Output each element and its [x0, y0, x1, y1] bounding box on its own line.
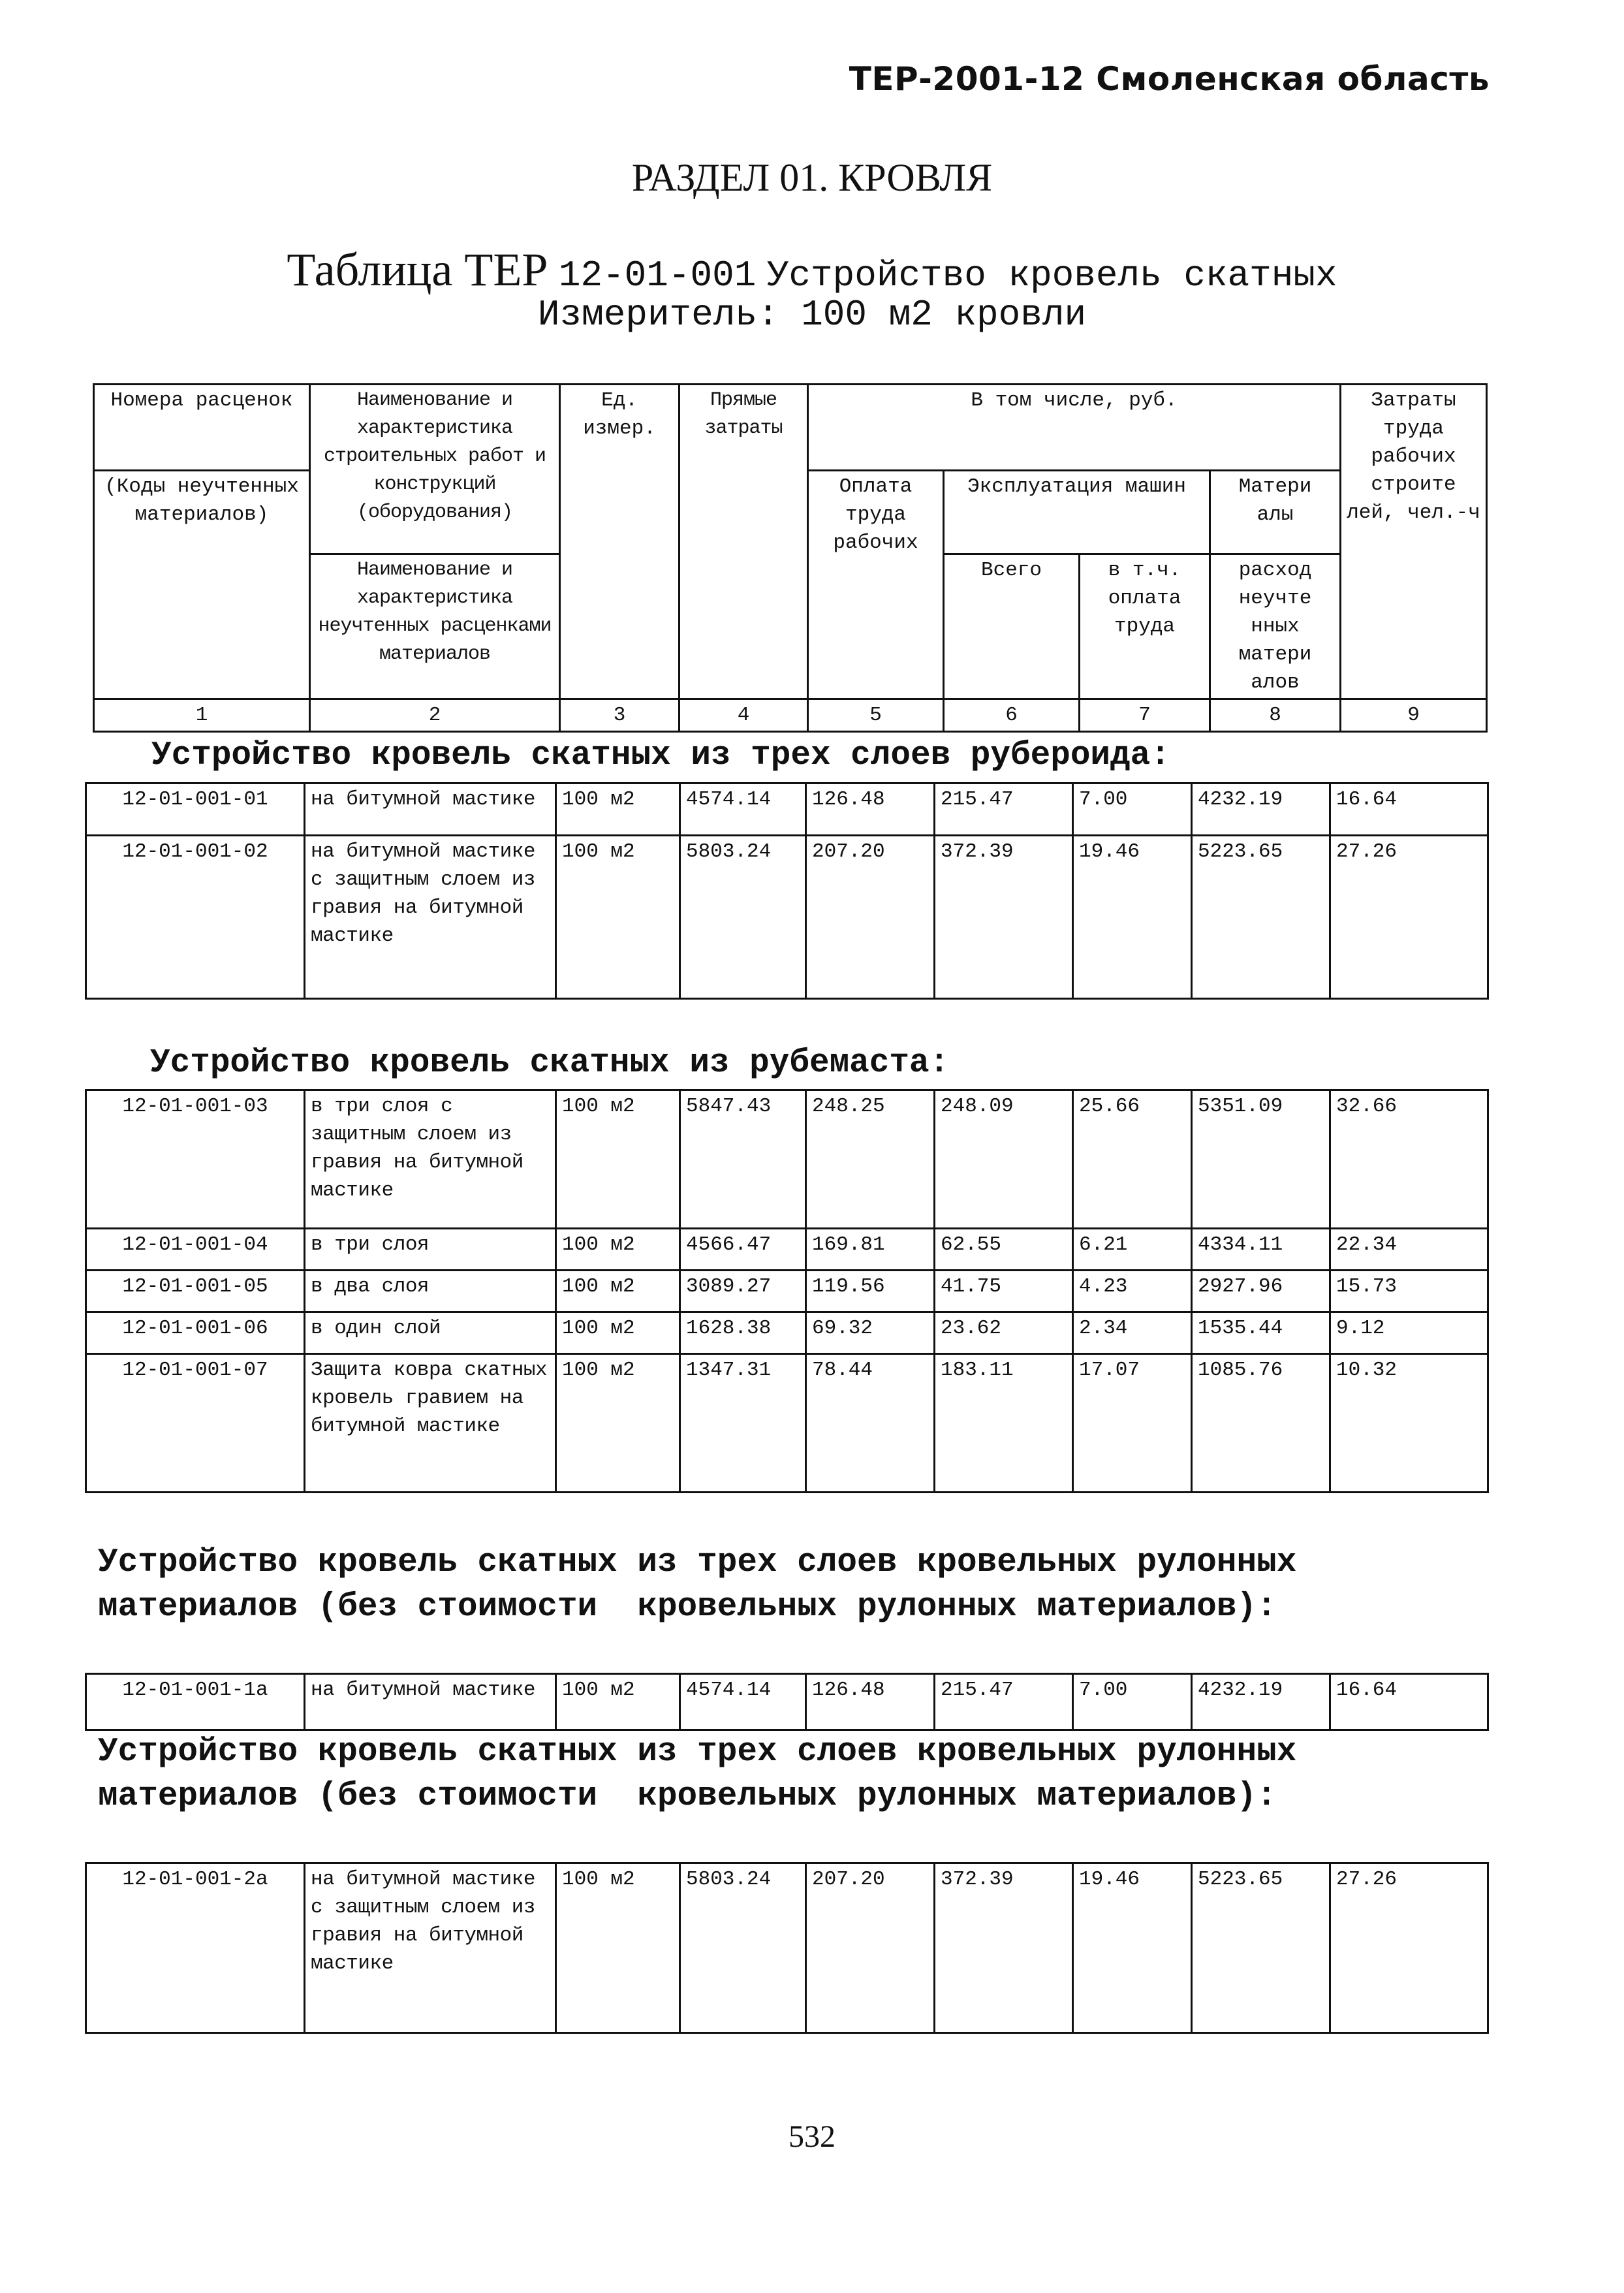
rate-machines-pay: 7.00 [1073, 783, 1192, 836]
rate-unit: 100 м2 [556, 1354, 680, 1493]
rate-name: в два слоя [305, 1271, 556, 1312]
rate-machines-pay: 6.21 [1073, 1229, 1192, 1271]
rate-materials: 5223.65 [1192, 836, 1330, 999]
table-title-name: Устройство кровель скатных [766, 255, 1337, 296]
rate-unit: 100 м2 [556, 1090, 680, 1229]
rate-labor: 69.32 [806, 1312, 935, 1354]
table-title-code: 12-01-001 [558, 255, 757, 296]
header-labor-costs: Затраты труда рабочих строите лей, чел.-ч [1341, 385, 1487, 699]
rate-hours: 32.66 [1330, 1090, 1488, 1229]
rate-name: на битумной мастике с защитным слоем из гравия на битумной мастике [305, 1863, 556, 2033]
header-material-name: Наименование и характеристика неучтенных расценками материалов [310, 554, 560, 699]
rate-unit: 100 м2 [556, 1229, 680, 1271]
rate-materials: 5223.65 [1192, 1863, 1330, 2033]
rate-direct: 1347.31 [680, 1354, 806, 1493]
rate-code: 12-01-001-07 [86, 1354, 305, 1493]
rate-unit: 100 м2 [556, 783, 680, 836]
header-number: 1 [94, 699, 310, 732]
rate-materials: 2927.96 [1192, 1271, 1330, 1312]
rate-materials: 4232.19 [1192, 1674, 1330, 1730]
rate-labor: 207.20 [806, 836, 935, 999]
rate-name: в один слой [305, 1312, 556, 1354]
rate-labor: 126.48 [806, 783, 935, 836]
rate-labor: 248.25 [806, 1090, 935, 1229]
rate-materials: 4334.11 [1192, 1229, 1330, 1271]
rate-code: 12-01-001-01 [86, 783, 305, 836]
section-title: РАЗДЕЛ 01. КРОВЛЯ [631, 156, 993, 199]
header-materials: Матери алы [1210, 471, 1341, 554]
table-row [86, 1229, 1488, 1271]
rate-machines: 248.09 [935, 1090, 1073, 1229]
table-row [86, 1090, 1488, 1229]
header-number: 7 [1080, 699, 1210, 732]
rate-name: на битумной мастике [305, 783, 556, 836]
rates-table [85, 1673, 1489, 1731]
header-number: 5 [808, 699, 944, 732]
header-direct-costs: Прямые затраты [679, 385, 808, 699]
rate-materials: 5351.09 [1192, 1090, 1330, 1229]
rate-unit: 100 м2 [556, 1674, 680, 1730]
rate-machines-pay: 7.00 [1073, 1674, 1192, 1730]
header-number: 8 [1210, 699, 1341, 732]
header-machines-incl-pay: в т.ч. оплата труда [1080, 554, 1210, 699]
header-work-name: Наименование и характеристика строительных работ и конструкций (оборудования) [310, 385, 560, 554]
rate-direct: 4574.14 [680, 1674, 806, 1730]
rates-table [85, 782, 1489, 1000]
header-unit: Ед. измер. [560, 385, 679, 699]
rate-hours: 15.73 [1330, 1271, 1488, 1312]
header-machines-total: Всего [944, 554, 1080, 699]
rate-code: 12-01-001-06 [86, 1312, 305, 1354]
rate-machines-pay: 4.23 [1073, 1271, 1192, 1312]
rate-machines: 215.47 [935, 783, 1073, 836]
document-header: ТЕР-2001-12 Смоленская область [849, 60, 1490, 98]
rate-name: Защита ковра скатных кровель гравием на битумной мастике [305, 1354, 556, 1493]
rate-code: 12-01-001-02 [86, 836, 305, 999]
table-title-prefix: Таблица ТЕР [287, 244, 548, 296]
rate-code: 12-01-001-05 [86, 1271, 305, 1312]
rate-direct: 3089.27 [680, 1271, 806, 1312]
rate-machines-pay: 19.46 [1073, 1863, 1192, 2033]
rate-labor: 119.56 [806, 1271, 935, 1312]
rate-materials: 4232.19 [1192, 783, 1330, 836]
measure-value: 100 м2 кровли [801, 294, 1087, 336]
rate-code: 12-01-001-03 [86, 1090, 305, 1229]
header-unaccounted: расход неучте нных матери алов [1210, 554, 1341, 699]
rate-name: на битумной мастике [305, 1674, 556, 1730]
rate-hours: 9.12 [1330, 1312, 1488, 1354]
rate-name: в три слоя с защитным слоем из гравия на битумной мастике [305, 1090, 556, 1229]
header-machines: Эксплуатация машин [944, 471, 1210, 554]
rate-machines: 41.75 [935, 1271, 1073, 1312]
rate-direct: 4574.14 [680, 783, 806, 836]
measure-line [0, 294, 1624, 336]
table-row [86, 1863, 1488, 2033]
rate-name: в три слоя [305, 1229, 556, 1271]
rate-hours: 27.26 [1330, 1863, 1488, 2033]
rate-machines-pay: 17.07 [1073, 1354, 1192, 1493]
header-labor-pay: Оплата труда рабочих [808, 471, 944, 699]
rate-code: 12-01-001-2а [86, 1863, 305, 2033]
rate-unit: 100 м2 [556, 1312, 680, 1354]
rate-hours: 10.32 [1330, 1354, 1488, 1493]
header-number: 9 [1341, 699, 1487, 732]
rate-labor: 126.48 [806, 1674, 935, 1730]
rate-hours: 27.26 [1330, 836, 1488, 999]
header-number: 2 [310, 699, 560, 732]
table-row [86, 1271, 1488, 1312]
table-row [86, 1354, 1488, 1493]
rate-direct: 1628.38 [680, 1312, 806, 1354]
table-row [86, 1674, 1488, 1730]
rate-machines-pay: 19.46 [1073, 836, 1192, 999]
section-caption: Устройство кровель скатных из трех слоев кровельных рулонных материалов (без стоимости кровельных рулонных материалов): [98, 1544, 1317, 1626]
rate-unit: 100 м2 [556, 1271, 680, 1312]
rate-materials: 1085.76 [1192, 1354, 1330, 1493]
rate-unit: 100 м2 [556, 836, 680, 999]
rate-materials: 1535.44 [1192, 1312, 1330, 1354]
rate-hours: 16.64 [1330, 783, 1488, 836]
table-title [0, 243, 1624, 297]
column-header-table [93, 383, 1488, 733]
header-number: 6 [944, 699, 1080, 732]
rate-hours: 22.34 [1330, 1229, 1488, 1271]
rate-direct: 5803.24 [680, 836, 806, 999]
rate-machines: 372.39 [935, 836, 1073, 999]
rate-machines: 372.39 [935, 1863, 1073, 2033]
rates-table [85, 1089, 1489, 1493]
rate-labor: 78.44 [806, 1354, 935, 1493]
rate-direct: 5803.24 [680, 1863, 806, 2033]
rate-machines-pay: 25.66 [1073, 1090, 1192, 1229]
table-row [86, 783, 1488, 836]
rate-name: на битумной мастике с защитным слоем из гравия на битумной мастике [305, 836, 556, 999]
section-caption: Устройство кровель скатных из трех слоев кровельных рулонных материалов (без стоимости кровельных рулонных материалов): [98, 1733, 1317, 1815]
page-number: 532 [789, 2119, 835, 2154]
rate-direct: 4566.47 [680, 1229, 806, 1271]
rate-labor: 207.20 [806, 1863, 935, 2033]
section-caption: Устройство кровель скатных из трех слоев рубероида: [151, 737, 1170, 774]
header-number: 4 [679, 699, 808, 732]
table-row [86, 836, 1488, 999]
rate-hours: 16.64 [1330, 1674, 1488, 1730]
header-number: 3 [560, 699, 679, 732]
rate-machines: 215.47 [935, 1674, 1073, 1730]
rates-table [85, 1862, 1489, 2034]
rate-unit: 100 м2 [556, 1863, 680, 2033]
table-row [86, 1312, 1488, 1354]
rate-machines: 23.62 [935, 1312, 1073, 1354]
measure-label: Измеритель: [537, 294, 779, 336]
rate-direct: 5847.43 [680, 1090, 806, 1229]
rate-code: 12-01-001-04 [86, 1229, 305, 1271]
header-including: В том числе, руб. [808, 385, 1341, 471]
rate-machines: 183.11 [935, 1354, 1073, 1493]
header-rate-numbers: Номера расценок [94, 385, 310, 471]
rate-labor: 169.81 [806, 1229, 935, 1271]
rate-machines: 62.55 [935, 1229, 1073, 1271]
rate-code: 12-01-001-1а [86, 1674, 305, 1730]
header-material-codes: (Коды неучтенных материалов) [94, 471, 310, 699]
section-caption: Устройство кровель скатных из рубемаста: [150, 1045, 950, 1082]
rate-machines-pay: 2.34 [1073, 1312, 1192, 1354]
